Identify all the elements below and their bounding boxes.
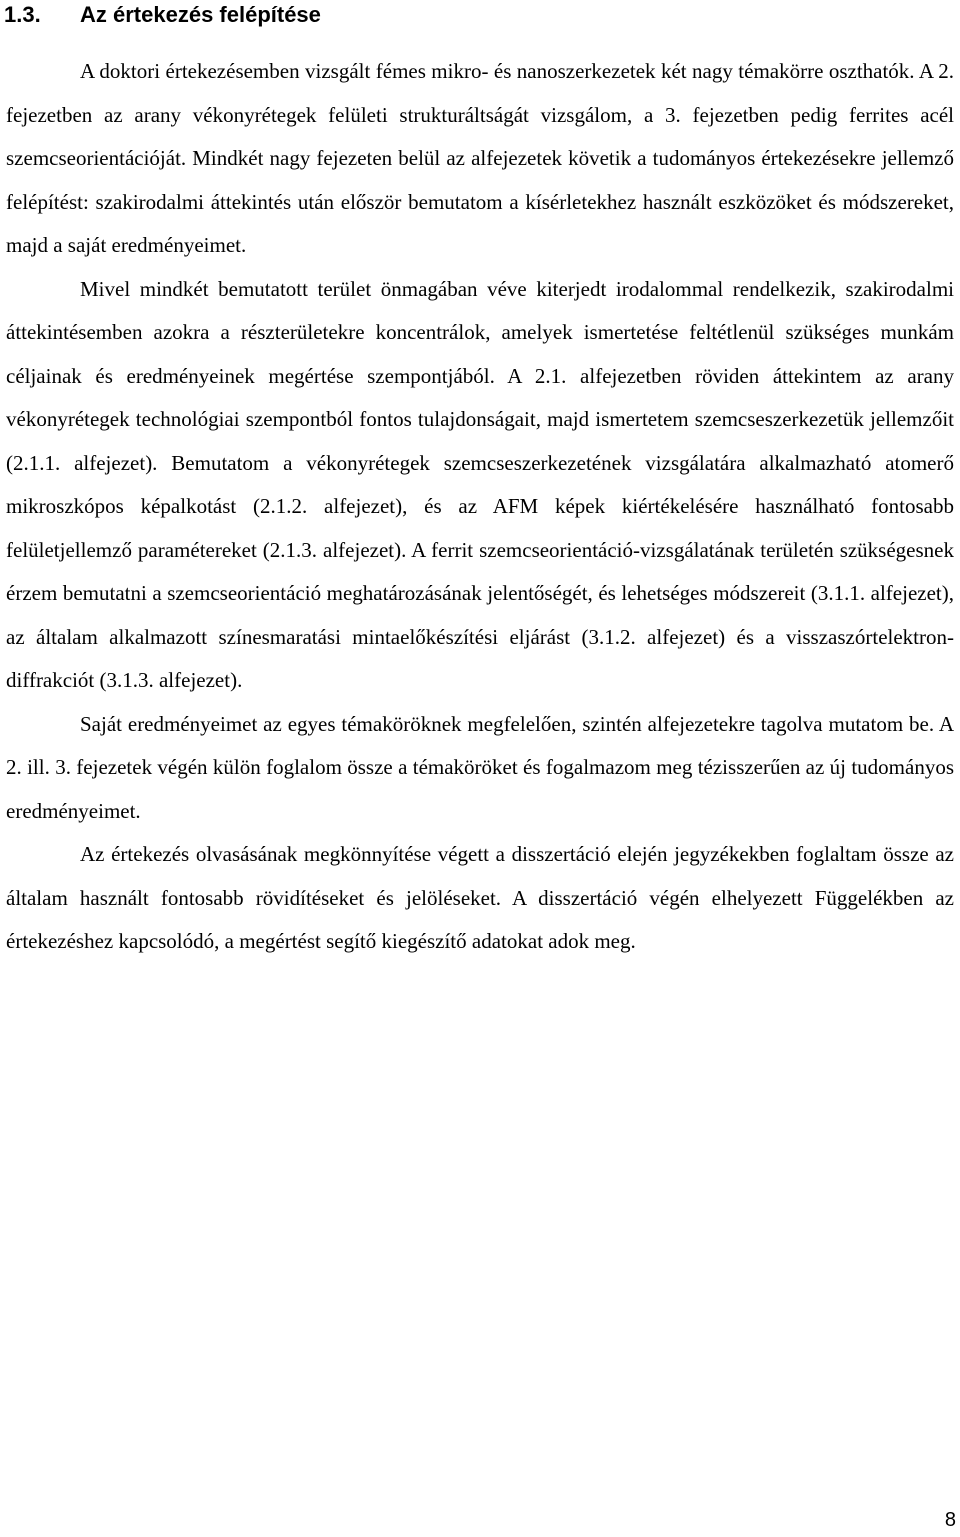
body-text [6, 50, 954, 964]
section-title: Az értekezés felépítése [80, 2, 321, 27]
paragraph-structure-overview: A doktori értekezésemben vizsgált fémes mikro- és nanoszerkezetek két nagy témakörre oszthatók. A 2. fejezetben az arany vékonyrétegek felületi strukturáltságát vizsgálom, a 3. fejezetben pedig ferrites acél szemcseorientációját. Mindkét nagy fejezeten belül az alfejezetek követik a tudományos értekezésekre jellemző felépítést: szakirodalmi áttekintés után először bemutatom a kísérletekhez használt eszközöket és módszereket, majd a saját eredményeimet. [6, 59, 954, 257]
paragraph-appendix-note: Az értekezés olvasásának megkönnyítése végett a disszertáció elején jegyzékekben foglaltam össze az általam használt fontosabb rövidítéseket és jelöléseket. A disszertáció végén elhelyezett Függelékben az értekezéshez kapcsolódó, a megértést segítő kiegészítő adatokat adok meg. [6, 842, 954, 953]
page-number: 8 [944, 1509, 956, 1531]
section-number: 1.3. [4, 2, 41, 27]
paragraph-literature-review: Mivel mindkét bemutatott terület önmagában véve kiterjedt irodalommal rendelkezik, szakirodalmi áttekintésemben azokra a részterületekre koncentrálok, amelyek ismertetése feltétlenül szükséges munkám céljainak és eredményeinek megértése szempontjából. A 2.1. alfejezetben röviden áttekintem az arany vékonyrétegek technológiai szempontból fontos tulajdonságait, majd ismertetem szemcseszerkezetük jellemzőit (2.1.1. alfejezet). Bemutatom a vékonyrétegek szemcseszerkezetének vizsgálatára alkalmazható atomerő mikroszkópos képalkotást (2.1.2. alfejezet), és az AFM képek kiértékelésére használható fontosabb felületjellemző paramétereket (2.1.3. alfejezet). A ferrit szemcseorientáció-vizsgálatának területén szükségesnek érzem bemutatni a szemcseorientáció meghatározásának jelentőségét, és lehetséges módszereit (3.1.1. alfejezet), az általam alkalmazott színesmaratási mintaelőkészítési eljárást (3.1.2. alfejezet) és a visszaszórtelektron-diffrakciót (3.1.3. alfejezet). [6, 276, 954, 692]
section-heading [4, 0, 321, 30]
paragraph-own-results: Saját eredményeimet az egyes témaköröknek megfelelően, szintén alfejezetekre tagolva mutatom be. A 2. ill. 3. fejezetek végén külön foglalom össze a témaköröket és fogalmazom meg tézisszerűen az új tudományos eredményeimet. [6, 711, 954, 823]
